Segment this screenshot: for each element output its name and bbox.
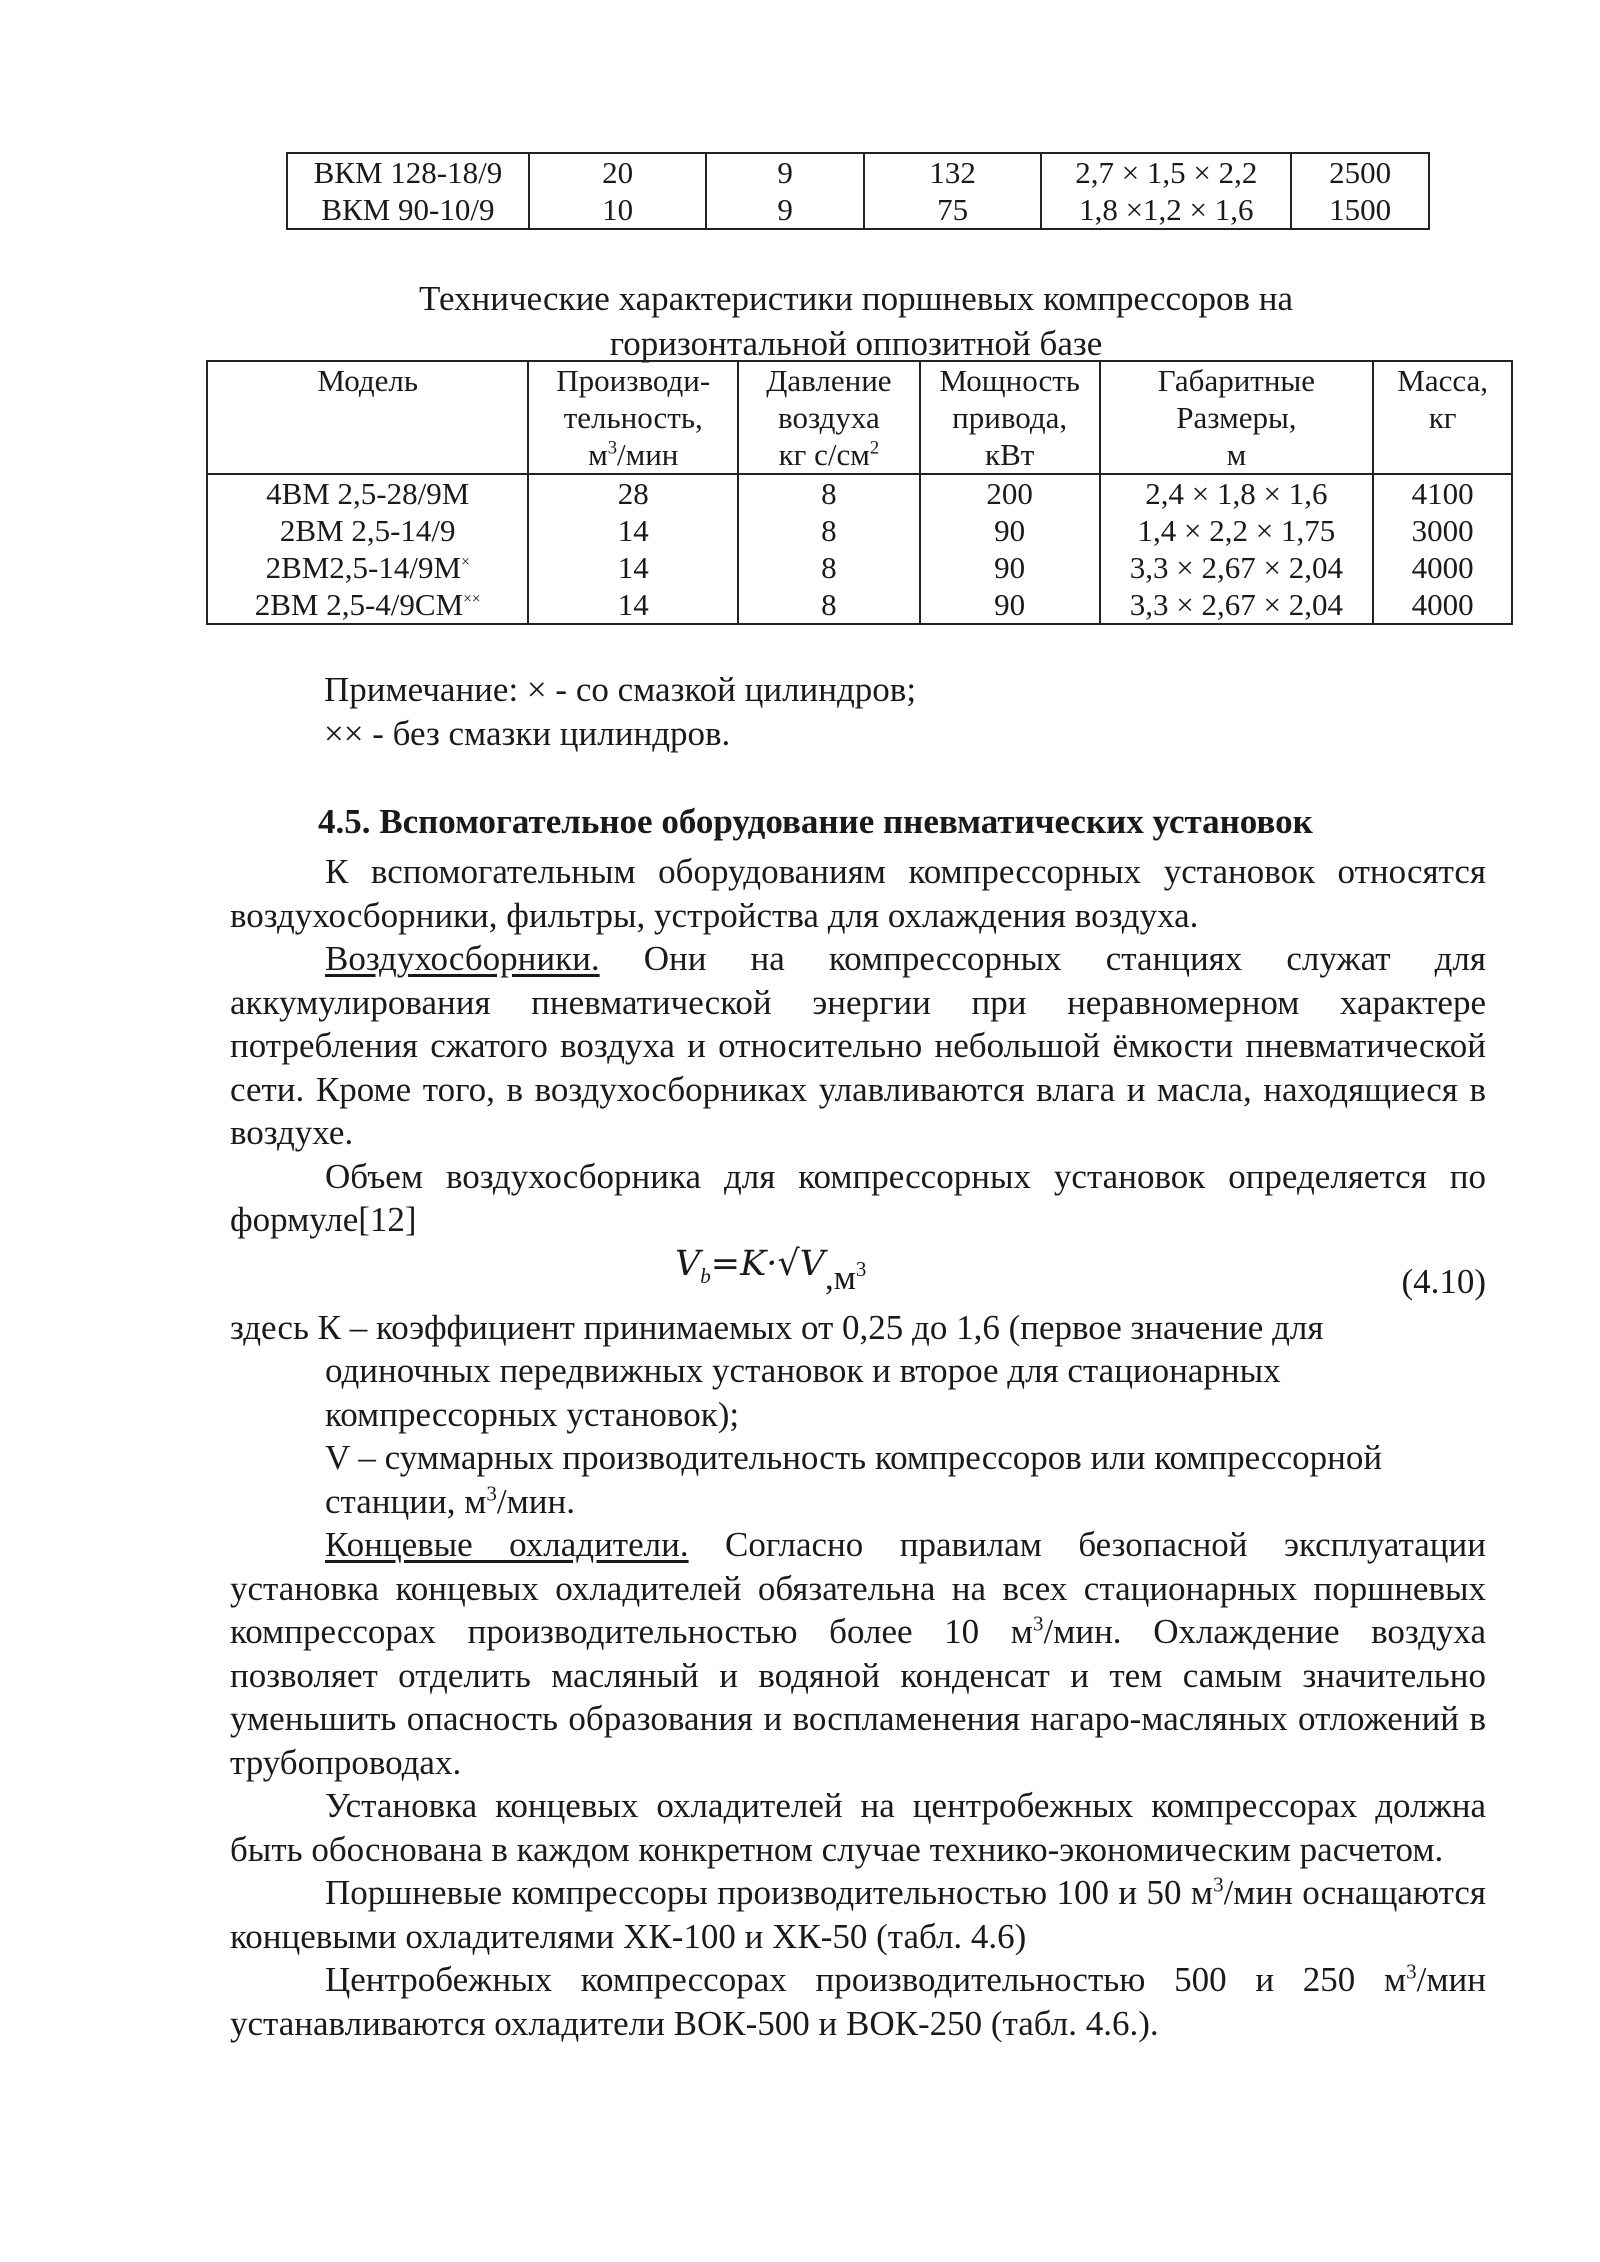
where-line-4: V – суммарных производительность компрессоров или компрессорной xyxy=(325,1438,1383,1477)
table-cell-dims: 3,3 × 2,67 × 2,04 xyxy=(1100,586,1374,624)
table-cell-pressure: 8 xyxy=(738,474,920,512)
top-table-row xyxy=(287,191,1429,229)
where-line-3: компрессорных установок); xyxy=(325,1394,740,1434)
header-mass: Масса, кг xyxy=(1373,361,1512,474)
table-header-row xyxy=(207,361,1512,474)
header-power: Мощность привода, кВт xyxy=(920,361,1100,474)
top-table-cell: 20 xyxy=(529,153,707,191)
caption-line-2: горизонтальной оппозитной базе xyxy=(609,324,1103,363)
caption-line-1: Технические характеристики поршневых компрессоров на xyxy=(418,279,1294,318)
term-aftercoolers: Концевые охладители. xyxy=(325,1525,689,1564)
table-cell-mass: 4000 xyxy=(1373,549,1512,586)
top-table-cell: 9 xyxy=(706,191,864,229)
table-caption xyxy=(206,276,1506,366)
top-table-cell: 10 xyxy=(529,191,707,229)
header-model: Модель xyxy=(207,361,528,474)
top-table-row xyxy=(287,153,1429,191)
table-cell-power: 90 xyxy=(920,586,1100,624)
formula-expression: $V_b=K\cdot√V,м^3$ xyxy=(675,1243,867,1297)
paragraph-aftercoolers: Концевые охладители. Согласно правилам безопасной эксплуатации установка концевых охладителей обязательна на всех стационарных поршневых компрессорах производительностью более 10 $м^3$/мин. Охлаждение воздуха позволяет отделить масляный и водяной конденсат и тем самым значительно уменьшить опасность образования и воспламенения нагаро-масляных отложений в трубопроводах. xyxy=(230,1525,1486,1782)
paragraph-air-receivers: Воздухосборники. Они на компрессорных станциях служат для аккумулирования пневматической энергии при неравномерном характере потребления сжатого воздуха и относительно небольшой ёмкости пневматической сети. Кроме того, в воздухосборниках улавливаются влага и масла, находящиеся в воздухе. xyxy=(230,939,1486,1152)
section-body xyxy=(230,850,1486,2045)
top-table-cell: 1500 xyxy=(1291,191,1429,229)
paragraph-auxiliary-equipment: К вспомогательным оборудованиям компрессорных установок относятся воздухосборники, фильтры, устройства для охлаждения воздуха. xyxy=(230,852,1486,935)
table-row xyxy=(207,512,1512,549)
table-cell-pressure: 8 xyxy=(738,549,920,586)
table-cell-perf: 28 xyxy=(528,474,738,512)
paragraph-piston-coolers: Поршневые компрессоры производительностью 100 и 50 $м^3$/мин оснащаются концевыми охладителями ХК-100 и ХК-50 (табл. 4.6) xyxy=(230,1872,1486,1956)
table-cell-model: 4ВМ 2,5-28/9М xyxy=(207,474,528,512)
table-cell-perf: 14 xyxy=(528,586,738,624)
term-air-receivers: Воздухосборники. xyxy=(325,939,600,978)
table-cell-mass: 3000 xyxy=(1373,512,1512,549)
top-table-cell: 9 xyxy=(706,153,864,191)
table-cell-power: 90 xyxy=(920,512,1100,549)
table-body xyxy=(207,474,1512,624)
note-line-2: ×× - без смазки цилиндров. xyxy=(324,713,731,753)
table-cell-model: 2ВМ 2,5-4/9СМ×× xyxy=(207,586,528,624)
footnote-mark: × xyxy=(461,553,470,571)
top-table-cell: 132 xyxy=(864,153,1042,191)
formula-number: (4.10) xyxy=(1401,1261,1486,1301)
paragraph-receiver-volume: Объем воздухосборника для компрессорных установок определяется по формуле[12] xyxy=(230,1156,1486,1239)
where-line-5: станции, $м^3$/мин. xyxy=(325,1480,575,1521)
formula-4-10 xyxy=(230,1242,1486,1306)
top-table-cell: ВКМ 128-18/9 xyxy=(287,153,529,191)
footnote-mark: ×× xyxy=(463,590,481,608)
top-table-fragment xyxy=(286,152,1430,230)
top-table-cell: ВКМ 90-10/9 xyxy=(287,191,529,229)
compressor-specs-table xyxy=(206,360,1513,625)
table-cell-model: 2ВМ 2,5-14/9 xyxy=(207,512,528,549)
table-cell-dims: 2,4 × 1,8 × 1,6 xyxy=(1100,474,1374,512)
header-performance: Производи- тельность, $м^3$/мин xyxy=(528,361,738,474)
top-table-cell: 75 xyxy=(864,191,1042,229)
header-dimensions: Габаритные Размеры, м xyxy=(1100,361,1374,474)
table-cell-perf: 14 xyxy=(528,512,738,549)
top-table-cell: 2500 xyxy=(1291,153,1429,191)
top-table-cell: 1,8 ×1,2 × 1,6 xyxy=(1041,191,1291,229)
section-heading: 4.5. Вспомогательное оборудование пневматических установок xyxy=(318,802,1313,841)
table-note xyxy=(324,668,1424,755)
top-table-cell: 2,7 × 1,5 × 2,2 xyxy=(1041,153,1291,191)
top-table-body xyxy=(287,153,1429,229)
table-cell-dims: 3,3 × 2,67 × 2,04 xyxy=(1100,549,1374,586)
table-cell-power: 200 xyxy=(920,474,1100,512)
header-pressure: Давление воздуха кг $с/см^2$ xyxy=(738,361,920,474)
table-row xyxy=(207,549,1512,586)
table-cell-power: 90 xyxy=(920,549,1100,586)
table-row xyxy=(207,586,1512,624)
paragraph-centrifugal-coolers: Установка концевых охладителей на центробежных компрессорах должна быть обоснована в каждом конкретном случае технико-экономическим расчетом. xyxy=(230,1786,1486,1869)
table-cell-dims: 1,4 × 2,2 × 1,75 xyxy=(1100,512,1374,549)
table-cell-pressure: 8 xyxy=(738,586,920,624)
table-cell-pressure: 8 xyxy=(738,512,920,549)
table-cell-model: 2ВМ2,5-14/9М× xyxy=(207,549,528,586)
table-cell-mass: 4100 xyxy=(1373,474,1512,512)
table-row xyxy=(207,474,1512,512)
note-line-1: Примечание: × - со смазкой цилиндров; xyxy=(324,670,917,709)
where-line-1: здесь К – коэффициент принимаемых от 0,25 до 1,6 (первое значение для xyxy=(230,1307,1324,1347)
where-line-2: одиночных передвижных установок и второе для стационарных xyxy=(325,1351,1281,1390)
paragraph-centrifugal-installation: Центробежных компрессорах производительностью 500 и 250 $м^3$/мин устанавливаются охладители ВОК-500 и ВОК-250 (табл. 4.6.). xyxy=(230,1959,1486,2043)
table-cell-mass: 4000 xyxy=(1373,586,1512,624)
table-cell-perf: 14 xyxy=(528,549,738,586)
